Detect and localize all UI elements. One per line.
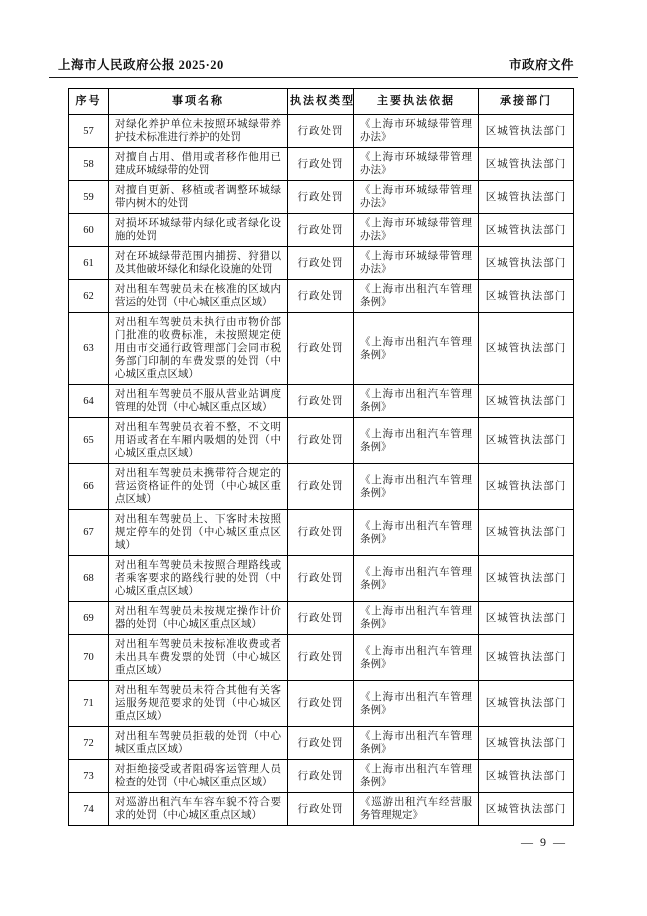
gazette-title: 上海市人民政府公报 2025·20 bbox=[58, 58, 224, 72]
cell-enforcement-type: 行政处罚 bbox=[288, 115, 354, 148]
cell-enforcement-type: 行政处罚 bbox=[288, 464, 354, 510]
cell-item-name: 对巡游出租汽车车容车貌不符合要求的处罚（中心城区重点区域） bbox=[109, 793, 288, 826]
cell-undertaking-dept: 区城管执法部门 bbox=[479, 115, 574, 148]
cell-item-name: 对出租车驾驶员拒载的处罚（中心城区重点区域） bbox=[109, 727, 288, 760]
column-header-type: 执法权类型 bbox=[288, 89, 354, 115]
table-row bbox=[69, 418, 574, 464]
cell-legal-basis: 《上海市出租汽车管理条例》 bbox=[354, 681, 479, 727]
cell-undertaking-dept: 区城管执法部门 bbox=[479, 418, 574, 464]
cell-item-name: 对出租车驾驶员衣着不整，不文明用语或者在车厢内吸烟的处罚（中心城区重点区域） bbox=[109, 418, 288, 464]
cell-legal-basis: 《上海市出租汽车管理条例》 bbox=[354, 635, 479, 681]
table-row bbox=[69, 313, 574, 385]
cell-item-name: 对绿化养护单位未按照环城绿带养护技术标准进行养护的处罚 bbox=[109, 115, 288, 148]
table-row bbox=[69, 115, 574, 148]
table-row bbox=[69, 681, 574, 727]
cell-item-number: 66 bbox=[69, 464, 109, 510]
cell-enforcement-type: 行政处罚 bbox=[288, 510, 354, 556]
cell-legal-basis: 《上海市出租汽车管理条例》 bbox=[354, 418, 479, 464]
cell-undertaking-dept: 区城管执法部门 bbox=[479, 793, 574, 826]
cell-undertaking-dept: 区城管执法部门 bbox=[479, 602, 574, 635]
cell-item-number: 59 bbox=[69, 181, 109, 214]
cell-enforcement-type: 行政处罚 bbox=[288, 635, 354, 681]
cell-legal-basis: 《上海市环城绿带管理办法》 bbox=[354, 247, 479, 280]
cell-item-number: 65 bbox=[69, 418, 109, 464]
cell-legal-basis: 《上海市出租汽车管理条例》 bbox=[354, 510, 479, 556]
cell-item-name: 对擅自更新、移植或者调整环城绿带内树木的处罚 bbox=[109, 181, 288, 214]
cell-undertaking-dept: 区城管执法部门 bbox=[479, 635, 574, 681]
cell-legal-basis: 《上海市出租汽车管理条例》 bbox=[354, 760, 479, 793]
cell-item-name: 对出租车驾驶员未按标准收费或者未出具车费发票的处罚（中心城区重点区域） bbox=[109, 635, 288, 681]
cell-undertaking-dept: 区城管执法部门 bbox=[479, 510, 574, 556]
cell-enforcement-type: 行政处罚 bbox=[288, 681, 354, 727]
cell-enforcement-type: 行政处罚 bbox=[288, 385, 354, 418]
page-number: — 9 — bbox=[521, 835, 567, 849]
cell-item-name: 对出租车驾驶员未按规定操作计价器的处罚（中心城区重点区域） bbox=[109, 602, 288, 635]
column-header-basis: 主要执法依据 bbox=[354, 89, 479, 115]
cell-enforcement-type: 行政处罚 bbox=[288, 247, 354, 280]
cell-item-name: 对拒绝接受或者阻碍客运管理人员检查的处罚（中心城区重点区域） bbox=[109, 760, 288, 793]
cell-enforcement-type: 行政处罚 bbox=[288, 418, 354, 464]
page-header bbox=[58, 55, 574, 73]
cell-item-number: 70 bbox=[69, 635, 109, 681]
cell-item-name: 对出租车驾驶员不服从营业站调度管理的处罚（中心城区重点区域） bbox=[109, 385, 288, 418]
table-row bbox=[69, 602, 574, 635]
cell-undertaking-dept: 区城管执法部门 bbox=[479, 464, 574, 510]
table-row bbox=[69, 181, 574, 214]
cell-item-number: 62 bbox=[69, 280, 109, 313]
cell-item-number: 58 bbox=[69, 148, 109, 181]
cell-item-number: 63 bbox=[69, 313, 109, 385]
table-header-row bbox=[69, 89, 574, 115]
table-row bbox=[69, 635, 574, 681]
cell-item-number: 74 bbox=[69, 793, 109, 826]
cell-enforcement-type: 行政处罚 bbox=[288, 148, 354, 181]
cell-legal-basis: 《上海市环城绿带管理办法》 bbox=[354, 148, 479, 181]
cell-legal-basis: 《上海市环城绿带管理办法》 bbox=[354, 181, 479, 214]
cell-undertaking-dept: 区城管执法部门 bbox=[479, 727, 574, 760]
cell-undertaking-dept: 区城管执法部门 bbox=[479, 681, 574, 727]
table-row bbox=[69, 280, 574, 313]
cell-item-number: 60 bbox=[69, 214, 109, 247]
cell-legal-basis: 《上海市出租汽车管理条例》 bbox=[354, 280, 479, 313]
cell-enforcement-type: 行政处罚 bbox=[288, 760, 354, 793]
table-body bbox=[69, 115, 574, 826]
cell-item-name: 对出租车驾驶员未携带符合规定的营运资格证件的处罚（中心城区重点区域） bbox=[109, 464, 288, 510]
cell-undertaking-dept: 区城管执法部门 bbox=[479, 556, 574, 602]
cell-item-number: 61 bbox=[69, 247, 109, 280]
cell-undertaking-dept: 区城管执法部门 bbox=[479, 214, 574, 247]
cell-item-number: 64 bbox=[69, 385, 109, 418]
table-row bbox=[69, 793, 574, 826]
cell-enforcement-type: 行政处罚 bbox=[288, 556, 354, 602]
cell-legal-basis: 《上海市环城绿带管理办法》 bbox=[354, 115, 479, 148]
cell-legal-basis: 《上海市出租汽车管理条例》 bbox=[354, 602, 479, 635]
cell-item-name: 对出租车驾驶员未符合其他有关客运服务规范要求的处罚（中心城区重点区域） bbox=[109, 681, 288, 727]
cell-legal-basis: 《巡游出租汽车经营服务管理规定》 bbox=[354, 793, 479, 826]
column-header-no: 序号 bbox=[69, 89, 109, 115]
enforcement-items-table bbox=[68, 88, 574, 826]
cell-undertaking-dept: 区城管执法部门 bbox=[479, 385, 574, 418]
table-row bbox=[69, 464, 574, 510]
column-header-name: 事项名称 bbox=[109, 89, 288, 115]
cell-undertaking-dept: 区城管执法部门 bbox=[479, 760, 574, 793]
cell-item-number: 71 bbox=[69, 681, 109, 727]
table-row bbox=[69, 510, 574, 556]
cell-item-number: 72 bbox=[69, 727, 109, 760]
cell-item-name: 对出租车驾驶员未按照合理路线或者乘客要求的路线行驶的处罚（中心城区重点区域） bbox=[109, 556, 288, 602]
cell-enforcement-type: 行政处罚 bbox=[288, 214, 354, 247]
cell-item-name: 对损坏环城绿带内绿化或者绿化设施的处罚 bbox=[109, 214, 288, 247]
cell-legal-basis: 《上海市出租汽车管理条例》 bbox=[354, 464, 479, 510]
cell-enforcement-type: 行政处罚 bbox=[288, 793, 354, 826]
header-rule bbox=[49, 77, 578, 78]
cell-enforcement-type: 行政处罚 bbox=[288, 727, 354, 760]
cell-undertaking-dept: 区城管执法部门 bbox=[479, 313, 574, 385]
cell-enforcement-type: 行政处罚 bbox=[288, 602, 354, 635]
column-header-dept: 承接部门 bbox=[479, 89, 574, 115]
table-row bbox=[69, 760, 574, 793]
cell-enforcement-type: 行政处罚 bbox=[288, 280, 354, 313]
table-row bbox=[69, 727, 574, 760]
cell-undertaking-dept: 区城管执法部门 bbox=[479, 148, 574, 181]
cell-item-name: 对擅自占用、借用或者移作他用已建成环城绿带的处罚 bbox=[109, 148, 288, 181]
cell-undertaking-dept: 区城管执法部门 bbox=[479, 181, 574, 214]
cell-item-name: 对出租车驾驶员未执行由市物价部门批准的收费标准，未按照规定使用由市交通行政管理部门会同市税务部门印制的车费发票的处罚（中心城区重点区域） bbox=[109, 313, 288, 385]
cell-item-name: 对出租车驾驶员未在核准的区域内营运的处罚（中心城区重点区域） bbox=[109, 280, 288, 313]
cell-item-number: 67 bbox=[69, 510, 109, 556]
cell-legal-basis: 《上海市出租汽车管理条例》 bbox=[354, 313, 479, 385]
table-row bbox=[69, 148, 574, 181]
cell-legal-basis: 《上海市出租汽车管理条例》 bbox=[354, 385, 479, 418]
cell-enforcement-type: 行政处罚 bbox=[288, 313, 354, 385]
cell-legal-basis: 《上海市环城绿带管理办法》 bbox=[354, 214, 479, 247]
cell-legal-basis: 《上海市出租汽车管理条例》 bbox=[354, 556, 479, 602]
cell-undertaking-dept: 区城管执法部门 bbox=[479, 280, 574, 313]
cell-item-name: 对在环城绿带范围内捕捞、狩猎以及其他破坏绿化和绿化设施的处罚 bbox=[109, 247, 288, 280]
section-label: 市政府文件 bbox=[508, 58, 574, 72]
table-row bbox=[69, 214, 574, 247]
cell-item-number: 69 bbox=[69, 602, 109, 635]
table-row bbox=[69, 385, 574, 418]
cell-item-number: 68 bbox=[69, 556, 109, 602]
table-row bbox=[69, 556, 574, 602]
cell-item-number: 57 bbox=[69, 115, 109, 148]
cell-item-name: 对出租车驾驶员上、下客时未按照规定停车的处罚（中心城区重点区域） bbox=[109, 510, 288, 556]
cell-legal-basis: 《上海市出租汽车管理条例》 bbox=[354, 727, 479, 760]
cell-item-number: 73 bbox=[69, 760, 109, 793]
cell-undertaking-dept: 区城管执法部门 bbox=[479, 247, 574, 280]
cell-enforcement-type: 行政处罚 bbox=[288, 181, 354, 214]
table-row bbox=[69, 247, 574, 280]
